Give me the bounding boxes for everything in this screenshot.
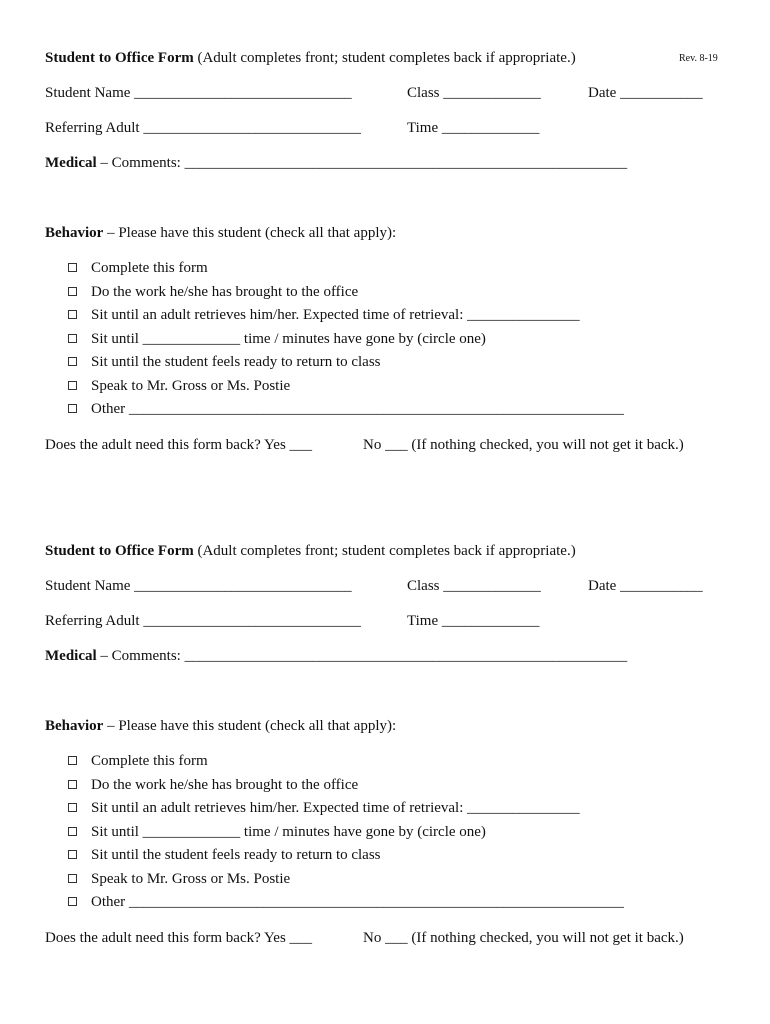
student-to-office-form-1 <box>45 48 725 455</box>
checkbox-other[interactable] <box>68 897 77 906</box>
form-title: Student to Office Form <box>45 50 194 66</box>
checkbox-speak-to[interactable] <box>68 874 77 883</box>
behavior-instruction: – Please have this student (check all that apply): <box>103 718 397 734</box>
referring-adult-field[interactable]: Referring Adult _____________________________ <box>45 120 361 136</box>
behavior-option-complete-form <box>45 751 725 775</box>
behavior-option-speak-to <box>45 376 725 400</box>
student-info-row <box>45 576 725 596</box>
medical-label: Medical <box>45 155 97 171</box>
form-title: Student to Office Form <box>45 543 194 559</box>
revision-label: Rev. 8-19 <box>679 53 718 64</box>
referral-row <box>45 118 725 138</box>
checkbox-feels-ready[interactable] <box>68 850 77 859</box>
class-field[interactable]: Class _____________ <box>407 85 541 101</box>
return-question-yes[interactable]: Does the adult need this form back? Yes ___ <box>45 436 313 453</box>
behavior-label: Behavior <box>45 718 104 734</box>
medical-label: Medical <box>45 648 97 664</box>
checkbox-do-work[interactable] <box>68 287 77 296</box>
referral-row <box>45 611 725 631</box>
behavior-option-sit-until-time <box>45 329 725 353</box>
option-label: Other __________________________________________________________________ <box>91 894 624 910</box>
option-label: Sit until _____________ time / minutes have gone by (circle one) <box>91 823 486 840</box>
behavior-option-complete-form <box>45 258 725 282</box>
checkbox-other[interactable] <box>68 404 77 413</box>
referring-adult-field[interactable]: Referring Adult _____________________________ <box>45 613 361 629</box>
option-label: Complete this form <box>91 260 208 276</box>
student-info-row <box>45 83 725 103</box>
return-form-row <box>45 928 725 948</box>
medical-comments-field[interactable]: – Comments: ___________________________________________________________ <box>96 155 628 171</box>
date-field[interactable]: Date ___________ <box>588 578 703 594</box>
checkbox-sit-until-time[interactable] <box>68 334 77 343</box>
checkbox-complete-form[interactable] <box>68 756 77 765</box>
option-label: Sit until the student feels ready to return to class <box>91 354 381 370</box>
option-label: Sit until an adult retrieves him/her. Expected time of retrieval: _______________ <box>91 307 580 323</box>
time-field[interactable]: Time _____________ <box>407 613 540 629</box>
class-field[interactable]: Class _____________ <box>407 578 541 594</box>
option-label: Sit until the student feels ready to return to class <box>91 847 381 863</box>
behavior-options-list <box>45 751 725 916</box>
form-header <box>45 48 725 68</box>
medical-comments-row <box>45 646 725 666</box>
option-label: Other __________________________________________________________________ <box>91 401 624 417</box>
return-no[interactable]: No ___ (If nothing checked, you will not get it back.) <box>363 929 684 946</box>
time-field[interactable]: Time _____________ <box>407 120 540 136</box>
behavior-label: Behavior <box>45 225 104 241</box>
return-question-yes[interactable]: Does the adult need this form back? Yes ___ <box>45 929 313 946</box>
option-label: Do the work he/she has brought to the office <box>91 283 359 300</box>
checkbox-complete-form[interactable] <box>68 263 77 272</box>
behavior-option-adult-retrieves <box>45 305 725 329</box>
form-subtitle: (Adult completes front; student completes back if appropriate.) <box>193 543 576 559</box>
checkbox-adult-retrieves[interactable] <box>68 803 77 812</box>
checkbox-adult-retrieves[interactable] <box>68 310 77 319</box>
option-label: Do the work he/she has brought to the office <box>91 776 359 793</box>
behavior-options-list <box>45 258 725 423</box>
option-label: Speak to Mr. Gross or Ms. Postie <box>91 870 291 887</box>
form-header <box>45 541 725 561</box>
behavior-option-do-work <box>45 282 725 306</box>
behavior-option-adult-retrieves <box>45 798 725 822</box>
option-label: Sit until _____________ time / minutes have gone by (circle one) <box>91 330 486 347</box>
student-name-field[interactable]: Student Name _____________________________ <box>45 85 352 101</box>
return-no[interactable]: No ___ (If nothing checked, you will not get it back.) <box>363 436 684 453</box>
behavior-option-do-work <box>45 775 725 799</box>
checkbox-sit-until-time[interactable] <box>68 827 77 836</box>
option-label: Complete this form <box>91 753 208 769</box>
behavior-option-feels-ready <box>45 845 725 869</box>
checkbox-speak-to[interactable] <box>68 381 77 390</box>
behavior-option-other <box>45 399 725 423</box>
checkbox-feels-ready[interactable] <box>68 357 77 366</box>
behavior-instruction-row <box>45 223 725 243</box>
student-name-field[interactable]: Student Name _____________________________ <box>45 578 352 594</box>
medical-comments-row <box>45 153 725 173</box>
behavior-option-feels-ready <box>45 352 725 376</box>
behavior-option-sit-until-time <box>45 822 725 846</box>
option-label: Sit until an adult retrieves him/her. Expected time of retrieval: _______________ <box>91 800 580 816</box>
form-subtitle: (Adult completes front; student completes back if appropriate.) <box>193 50 576 66</box>
medical-comments-field[interactable]: – Comments: ___________________________________________________________ <box>96 648 628 664</box>
date-field[interactable]: Date ___________ <box>588 85 703 101</box>
option-label: Speak to Mr. Gross or Ms. Postie <box>91 377 291 394</box>
behavior-instruction: – Please have this student (check all that apply): <box>103 225 397 241</box>
behavior-option-speak-to <box>45 869 725 893</box>
return-form-row <box>45 435 725 455</box>
checkbox-do-work[interactable] <box>68 780 77 789</box>
student-to-office-form-2 <box>45 541 725 948</box>
behavior-option-other <box>45 892 725 916</box>
behavior-instruction-row <box>45 716 725 736</box>
